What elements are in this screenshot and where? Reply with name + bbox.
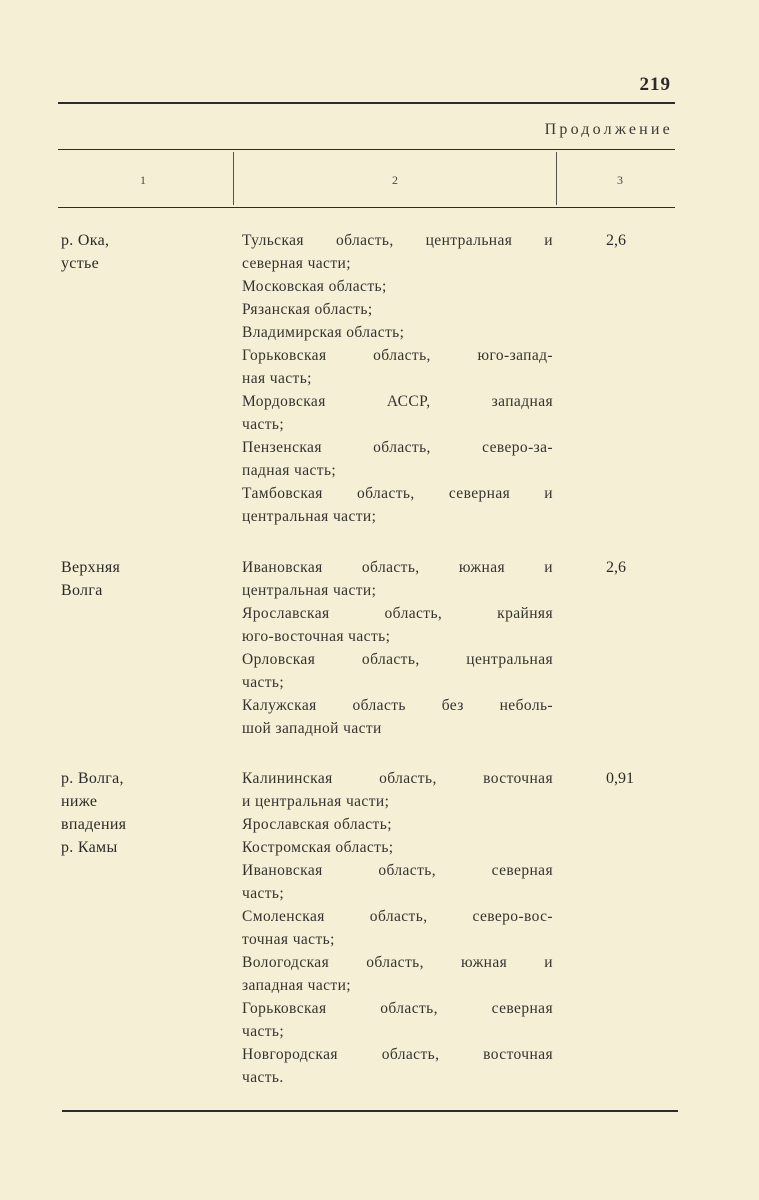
region-line: Московская область; (242, 278, 387, 295)
table-header-bottom-rule (58, 207, 675, 208)
region-line: центральная части; (242, 582, 377, 599)
region-line: падная часть; (242, 462, 337, 479)
region-line: Горьковская область, юго-запад- (242, 347, 553, 364)
region-line: Рязанская область; (242, 301, 373, 318)
regions-cell (242, 767, 553, 1089)
region-line: западная части; (242, 977, 351, 994)
region-line: Новгородская область, восточная (242, 1046, 553, 1063)
region-line: часть; (242, 1023, 285, 1040)
table-header-top-rule (58, 149, 675, 150)
continued-label: Продолжение (544, 121, 673, 138)
river-cell (61, 556, 221, 602)
river-line: р. Камы (61, 839, 118, 856)
river-line: р. Ока, (61, 232, 110, 249)
region-line: северная части; (242, 255, 351, 272)
region-line: Тульская область, центральная и (242, 232, 553, 249)
region-line: Ярославская область; (242, 816, 392, 833)
river-line: ниже (61, 793, 98, 810)
value-cell: 0,91 (606, 770, 634, 787)
region-line: часть; (242, 674, 285, 691)
bottom-rule (62, 1110, 678, 1112)
region-line: Ивановская область, южная и (242, 559, 553, 576)
region-line: Калининская область, восточная (242, 770, 553, 787)
region-line: часть; (242, 416, 285, 433)
region-line: ная часть; (242, 370, 312, 387)
region-line: Мордовская АССР, западная (242, 393, 553, 410)
regions-cell (242, 229, 553, 528)
region-line: точная часть; (242, 931, 335, 948)
column-number-3: 3 (617, 173, 623, 187)
region-line: Пензенская область, северо-за- (242, 439, 553, 456)
river-line: Верхняя (61, 559, 121, 576)
region-line: юго-восточная часть; (242, 628, 391, 645)
river-line: Волга (61, 582, 103, 599)
river-cell (61, 229, 221, 275)
region-line: Ярославская область, крайняя (242, 605, 553, 622)
value-cell: 2,6 (606, 559, 626, 576)
region-line: центральная части; (242, 508, 377, 525)
header-column-divider (556, 152, 557, 205)
region-line: и центральная части; (242, 793, 390, 810)
page-number: 219 (639, 74, 671, 95)
column-number-1: 1 (140, 173, 146, 187)
river-cell (61, 767, 221, 859)
region-line: Ивановская область, северная (242, 862, 553, 879)
river-line: впадения (61, 816, 127, 833)
region-line: Вологодская область, южная и (242, 954, 553, 971)
header-column-divider (233, 152, 234, 205)
region-line: Калужская область без неболь- (242, 697, 553, 714)
region-line: Владимирская область; (242, 324, 405, 341)
region-line: Тамбовская область, северная и (242, 485, 553, 502)
top-rule (58, 102, 675, 104)
river-line: р. Волга, (61, 770, 124, 787)
region-line: шой западной части (242, 720, 382, 737)
column-number-2: 2 (392, 173, 398, 187)
region-line: Костромская область; (242, 839, 394, 856)
value-cell: 2,6 (606, 232, 626, 249)
region-line: Смоленская область, северо-вос- (242, 908, 553, 925)
region-line: часть. (242, 1069, 284, 1086)
region-line: часть; (242, 885, 285, 902)
region-line: Горьковская область, северная (242, 1000, 553, 1017)
river-line: устье (61, 255, 99, 272)
regions-cell (242, 556, 553, 740)
region-line: Орловская область, центральная (242, 651, 553, 668)
